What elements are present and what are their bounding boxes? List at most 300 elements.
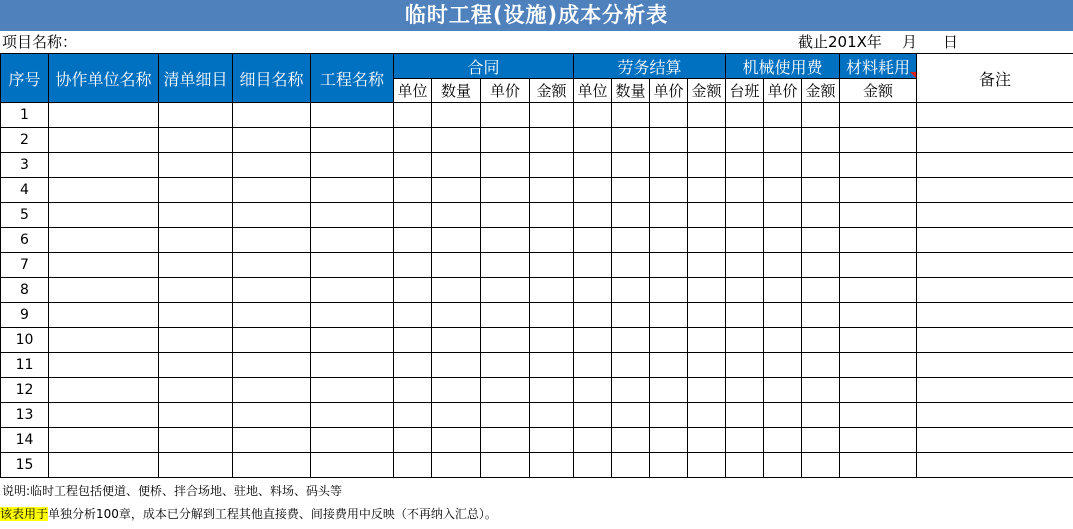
table-cell[interactable] — [481, 103, 530, 128]
table-cell[interactable] — [802, 378, 840, 403]
table-cell[interactable] — [233, 103, 311, 128]
table-cell[interactable] — [802, 303, 840, 328]
table-cell[interactable] — [726, 353, 764, 378]
table-cell[interactable] — [574, 178, 612, 203]
table-cell[interactable] — [432, 378, 481, 403]
table-cell[interactable] — [49, 178, 159, 203]
table-cell[interactable] — [802, 128, 840, 153]
table-cell[interactable] — [233, 453, 311, 478]
table-cell[interactable] — [612, 403, 650, 428]
table-cell[interactable] — [432, 303, 481, 328]
table-cell[interactable] — [612, 328, 650, 353]
day-label: 日 — [943, 33, 959, 51]
table-row — [1, 153, 1073, 178]
table-cell[interactable] — [481, 128, 530, 153]
table-cell[interactable] — [394, 353, 432, 378]
table-cell[interactable] — [49, 228, 159, 253]
table-cell[interactable] — [840, 328, 917, 353]
table-cell[interactable] — [917, 253, 1073, 278]
table-cell[interactable] — [917, 178, 1073, 203]
table-cell[interactable] — [49, 428, 159, 453]
header-partner: 协作单位名称 — [49, 54, 159, 103]
table-cell[interactable] — [159, 103, 233, 128]
table-cell[interactable] — [481, 378, 530, 403]
table-cell[interactable] — [574, 278, 612, 303]
table-cell[interactable] — [840, 378, 917, 403]
table-cell[interactable] — [917, 403, 1073, 428]
table-cell[interactable] — [612, 278, 650, 303]
info-row — [0, 31, 1073, 53]
table-cell[interactable] — [394, 403, 432, 428]
header-machine-shift: 台班 — [726, 79, 764, 103]
table-cell[interactable] — [726, 178, 764, 203]
table-cell[interactable] — [688, 228, 726, 253]
table-cell[interactable] — [802, 428, 840, 453]
table-cell[interactable] — [726, 128, 764, 153]
table-cell[interactable] — [802, 103, 840, 128]
table-cell[interactable] — [688, 328, 726, 353]
table-cell[interactable] — [574, 203, 612, 228]
header-labor-price: 单价 — [650, 79, 688, 103]
row-number-cell[interactable]: 4 — [1, 178, 49, 203]
month-label: 月 — [902, 33, 918, 51]
header-seq: 序号 — [1, 54, 49, 103]
table-cell[interactable] — [650, 328, 688, 353]
table-cell[interactable] — [394, 453, 432, 478]
table-cell[interactable] — [688, 103, 726, 128]
table-cell[interactable] — [432, 203, 481, 228]
row-number-cell[interactable]: 12 — [1, 378, 49, 403]
table-cell[interactable] — [650, 353, 688, 378]
table-cell[interactable] — [49, 153, 159, 178]
table-cell[interactable] — [764, 178, 802, 203]
table-row — [1, 353, 1073, 378]
table-cell[interactable] — [49, 453, 159, 478]
table-cell[interactable] — [311, 228, 394, 253]
table-cell[interactable] — [726, 278, 764, 303]
table-cell[interactable] — [432, 128, 481, 153]
table-cell[interactable] — [802, 203, 840, 228]
table-row — [1, 178, 1073, 203]
table-cell[interactable] — [688, 153, 726, 178]
table-cell[interactable] — [159, 453, 233, 478]
table-cell[interactable] — [159, 353, 233, 378]
table-cell[interactable] — [159, 403, 233, 428]
table-cell[interactable] — [688, 428, 726, 453]
table-cell[interactable] — [840, 128, 917, 153]
table-cell[interactable] — [764, 378, 802, 403]
table-cell[interactable] — [530, 278, 574, 303]
row-number-cell[interactable]: 2 — [1, 128, 49, 153]
table-cell[interactable] — [802, 353, 840, 378]
table-cell[interactable] — [530, 253, 574, 278]
table-cell[interactable] — [802, 153, 840, 178]
header-machine-price: 单价 — [764, 79, 802, 103]
row-number-cell[interactable]: 13 — [1, 403, 49, 428]
table-cell[interactable] — [481, 303, 530, 328]
table-cell[interactable] — [688, 303, 726, 328]
table-cell[interactable] — [612, 178, 650, 203]
table-cell[interactable] — [764, 278, 802, 303]
table-cell[interactable] — [612, 203, 650, 228]
table-cell[interactable] — [650, 128, 688, 153]
table-cell[interactable] — [159, 303, 233, 328]
table-cell[interactable] — [49, 278, 159, 303]
table-cell[interactable] — [159, 328, 233, 353]
table-cell[interactable] — [688, 128, 726, 153]
table-cell[interactable] — [481, 328, 530, 353]
row-number-cell[interactable]: 6 — [1, 228, 49, 253]
table-cell[interactable] — [159, 278, 233, 303]
table-cell[interactable] — [159, 378, 233, 403]
table-cell[interactable] — [311, 178, 394, 203]
table-cell[interactable] — [481, 178, 530, 203]
table-cell[interactable] — [530, 103, 574, 128]
table-cell[interactable] — [840, 353, 917, 378]
table-cell[interactable] — [574, 128, 612, 153]
header-labor: 劳务结算 — [574, 54, 726, 79]
comment-marker-icon[interactable] — [910, 72, 916, 78]
table-cell[interactable] — [481, 403, 530, 428]
row-number-cell[interactable]: 9 — [1, 303, 49, 328]
table-cell[interactable] — [530, 128, 574, 153]
table-cell[interactable] — [840, 153, 917, 178]
table-row — [1, 403, 1073, 428]
table-cell[interactable] — [802, 253, 840, 278]
table-cell[interactable] — [688, 403, 726, 428]
table-cell[interactable] — [311, 153, 394, 178]
table-cell[interactable] — [764, 328, 802, 353]
table-cell[interactable] — [764, 303, 802, 328]
table-cell[interactable] — [802, 178, 840, 203]
table-cell[interactable] — [726, 403, 764, 428]
table-cell[interactable] — [481, 453, 530, 478]
table-cell[interactable] — [159, 428, 233, 453]
row-number-cell[interactable]: 7 — [1, 253, 49, 278]
table-cell[interactable] — [394, 228, 432, 253]
table-cell[interactable] — [612, 303, 650, 328]
table-cell[interactable] — [530, 378, 574, 403]
table-cell[interactable] — [311, 453, 394, 478]
table-cell[interactable] — [650, 453, 688, 478]
table-cell[interactable] — [432, 228, 481, 253]
table-cell[interactable] — [726, 453, 764, 478]
table-cell[interactable] — [481, 228, 530, 253]
row-number-cell[interactable]: 5 — [1, 203, 49, 228]
table-cell[interactable] — [726, 228, 764, 253]
table-cell[interactable] — [726, 153, 764, 178]
sheet-title: 临时工程(设施)成本分析表 — [0, 0, 1073, 31]
table-cell[interactable] — [432, 353, 481, 378]
table-cell[interactable] — [574, 303, 612, 328]
table-cell[interactable] — [650, 278, 688, 303]
footer-highlight: 该表用于 — [0, 507, 49, 521]
table-cell[interactable] — [612, 253, 650, 278]
table-cell[interactable] — [49, 378, 159, 403]
table-cell[interactable] — [574, 228, 612, 253]
table-cell[interactable] — [917, 303, 1073, 328]
table-cell[interactable] — [917, 153, 1073, 178]
table-cell[interactable] — [481, 353, 530, 378]
table-cell[interactable] — [394, 178, 432, 203]
table-cell[interactable] — [726, 103, 764, 128]
table-cell[interactable] — [574, 253, 612, 278]
table-cell[interactable] — [481, 203, 530, 228]
table-cell[interactable] — [917, 128, 1073, 153]
table-cell[interactable] — [574, 378, 612, 403]
table-cell[interactable] — [764, 228, 802, 253]
table-cell[interactable] — [233, 328, 311, 353]
table-cell[interactable] — [311, 278, 394, 303]
table-cell[interactable] — [432, 328, 481, 353]
table-cell[interactable] — [650, 103, 688, 128]
table-cell[interactable] — [432, 103, 481, 128]
header-labor-amount: 金额 — [688, 79, 726, 103]
table-cell[interactable] — [432, 253, 481, 278]
table-cell[interactable] — [233, 353, 311, 378]
table-cell[interactable] — [233, 278, 311, 303]
table-cell[interactable] — [840, 253, 917, 278]
table-cell[interactable] — [650, 378, 688, 403]
table-cell[interactable] — [726, 328, 764, 353]
table-cell[interactable] — [49, 353, 159, 378]
table-cell[interactable] — [311, 103, 394, 128]
table-cell[interactable] — [612, 228, 650, 253]
table-cell[interactable] — [917, 278, 1073, 303]
table-cell[interactable] — [650, 303, 688, 328]
table-cell[interactable] — [840, 303, 917, 328]
table-cell[interactable] — [802, 453, 840, 478]
table-cell[interactable] — [49, 203, 159, 228]
table-cell[interactable] — [612, 453, 650, 478]
table-cell[interactable] — [917, 103, 1073, 128]
table-row — [1, 428, 1073, 453]
table-cell[interactable] — [764, 153, 802, 178]
table-row — [1, 303, 1073, 328]
table-cell[interactable] — [612, 128, 650, 153]
table-cell[interactable] — [574, 453, 612, 478]
cost-analysis-table — [0, 53, 1073, 478]
table-cell[interactable] — [726, 303, 764, 328]
table-cell[interactable] — [840, 178, 917, 203]
table-cell[interactable] — [432, 278, 481, 303]
header-contract: 合同 — [394, 54, 574, 79]
table-cell[interactable] — [481, 253, 530, 278]
table-cell[interactable] — [840, 228, 917, 253]
table-cell[interactable] — [530, 428, 574, 453]
table-cell[interactable] — [530, 453, 574, 478]
table-cell[interactable] — [840, 453, 917, 478]
table-cell[interactable] — [233, 253, 311, 278]
row-number-cell[interactable]: 8 — [1, 278, 49, 303]
table-cell[interactable] — [574, 353, 612, 378]
table-cell[interactable] — [394, 128, 432, 153]
table-cell[interactable] — [802, 328, 840, 353]
table-cell[interactable] — [574, 328, 612, 353]
table-cell[interactable] — [574, 103, 612, 128]
table-cell[interactable] — [726, 253, 764, 278]
table-cell[interactable] — [917, 453, 1073, 478]
row-number-cell[interactable]: 3 — [1, 153, 49, 178]
table-cell[interactable] — [917, 428, 1073, 453]
table-cell[interactable] — [917, 203, 1073, 228]
table-cell[interactable] — [612, 428, 650, 453]
table-cell[interactable] — [802, 278, 840, 303]
table-cell[interactable] — [840, 403, 917, 428]
table-cell[interactable] — [49, 303, 159, 328]
table-cell[interactable] — [159, 203, 233, 228]
table-cell[interactable] — [311, 128, 394, 153]
table-cell[interactable] — [233, 228, 311, 253]
table-cell[interactable] — [530, 353, 574, 378]
table-cell[interactable] — [650, 403, 688, 428]
table-cell[interactable] — [650, 178, 688, 203]
table-cell[interactable] — [311, 303, 394, 328]
table-cell[interactable] — [394, 103, 432, 128]
table-cell[interactable] — [432, 153, 481, 178]
table-cell[interactable] — [688, 203, 726, 228]
table-cell[interactable] — [159, 128, 233, 153]
table-row — [1, 278, 1073, 303]
table-cell[interactable] — [764, 403, 802, 428]
table-cell[interactable] — [530, 303, 574, 328]
table-cell[interactable] — [764, 353, 802, 378]
table-cell[interactable] — [530, 328, 574, 353]
header-labor-qty: 数量 — [612, 79, 650, 103]
table-cell[interactable] — [764, 428, 802, 453]
table-cell[interactable] — [311, 328, 394, 353]
table-cell[interactable] — [233, 403, 311, 428]
table-cell[interactable] — [917, 228, 1073, 253]
table-cell[interactable] — [394, 253, 432, 278]
table-cell[interactable] — [49, 403, 159, 428]
table-cell[interactable] — [432, 453, 481, 478]
header-material-amount: 金额 — [840, 79, 917, 103]
table-cell[interactable] — [394, 203, 432, 228]
table-cell[interactable] — [394, 428, 432, 453]
table-cell[interactable] — [311, 378, 394, 403]
table-cell[interactable] — [311, 428, 394, 453]
table-cell[interactable] — [917, 328, 1073, 353]
table-cell[interactable] — [49, 328, 159, 353]
table-cell[interactable] — [612, 353, 650, 378]
table-cell[interactable] — [650, 153, 688, 178]
table-cell[interactable] — [233, 378, 311, 403]
table-cell[interactable] — [764, 253, 802, 278]
table-cell[interactable] — [233, 303, 311, 328]
table-cell[interactable] — [311, 403, 394, 428]
table-cell[interactable] — [394, 153, 432, 178]
table-cell[interactable] — [394, 378, 432, 403]
table-cell[interactable] — [574, 428, 612, 453]
row-number-cell[interactable]: 15 — [1, 453, 49, 478]
table-cell[interactable] — [233, 428, 311, 453]
table-cell[interactable] — [530, 403, 574, 428]
table-cell[interactable] — [49, 253, 159, 278]
table-cell[interactable] — [612, 378, 650, 403]
table-cell[interactable] — [481, 153, 530, 178]
table-cell[interactable] — [233, 203, 311, 228]
table-cell[interactable] — [159, 253, 233, 278]
row-number-cell[interactable]: 1 — [1, 103, 49, 128]
table-cell[interactable] — [840, 278, 917, 303]
table-cell[interactable] — [233, 153, 311, 178]
table-cell[interactable] — [49, 128, 159, 153]
table-cell[interactable] — [802, 228, 840, 253]
table-cell[interactable] — [394, 328, 432, 353]
header-detail: 细目名称 — [233, 54, 311, 103]
table-cell[interactable] — [481, 428, 530, 453]
table-cell[interactable] — [49, 103, 159, 128]
footer-note-2-text: 单独分析100章，成本已分解到工程其他直接费、间接费用中反映（不再纳入汇总）。 — [48, 507, 497, 521]
row-number-cell[interactable]: 10 — [1, 328, 49, 353]
table-cell[interactable] — [726, 203, 764, 228]
table-cell[interactable] — [688, 278, 726, 303]
row-number-cell[interactable]: 14 — [1, 428, 49, 453]
table-cell[interactable] — [840, 428, 917, 453]
table-cell[interactable] — [394, 303, 432, 328]
table-cell[interactable] — [917, 378, 1073, 403]
table-cell[interactable] — [311, 203, 394, 228]
table-cell[interactable] — [311, 253, 394, 278]
table-cell[interactable] — [530, 203, 574, 228]
table-cell[interactable] — [233, 178, 311, 203]
table-cell[interactable] — [432, 403, 481, 428]
table-cell[interactable] — [530, 228, 574, 253]
row-number-cell[interactable]: 11 — [1, 353, 49, 378]
table-cell[interactable] — [840, 103, 917, 128]
table-cell[interactable] — [159, 153, 233, 178]
table-cell[interactable] — [574, 403, 612, 428]
table-cell[interactable] — [764, 128, 802, 153]
table-cell[interactable] — [233, 128, 311, 153]
table-cell[interactable] — [688, 353, 726, 378]
table-cell[interactable] — [530, 178, 574, 203]
table-cell[interactable] — [764, 103, 802, 128]
table-cell[interactable] — [764, 453, 802, 478]
table-cell[interactable] — [394, 278, 432, 303]
table-cell[interactable] — [159, 178, 233, 203]
table-cell[interactable] — [688, 178, 726, 203]
table-cell[interactable] — [917, 353, 1073, 378]
table-cell[interactable] — [612, 153, 650, 178]
header-material-label: 材料耗用 — [846, 57, 911, 77]
table-cell[interactable] — [481, 278, 530, 303]
table-cell[interactable] — [802, 403, 840, 428]
table-row — [1, 228, 1073, 253]
header-machine: 机械使用费 — [726, 54, 840, 79]
table-cell[interactable] — [650, 253, 688, 278]
table-cell[interactable] — [726, 378, 764, 403]
table-cell[interactable] — [574, 153, 612, 178]
table-cell[interactable] — [764, 203, 802, 228]
table-cell[interactable] — [650, 203, 688, 228]
header-contract-amount: 金额 — [530, 79, 574, 103]
table-cell[interactable] — [650, 428, 688, 453]
table-cell[interactable] — [432, 428, 481, 453]
table-cell[interactable] — [840, 203, 917, 228]
table-cell[interactable] — [688, 453, 726, 478]
table-cell[interactable] — [650, 228, 688, 253]
table-cell[interactable] — [726, 428, 764, 453]
table-cell[interactable] — [432, 178, 481, 203]
table-cell[interactable] — [688, 378, 726, 403]
table-cell[interactable] — [311, 353, 394, 378]
table-cell[interactable] — [612, 103, 650, 128]
table-cell[interactable] — [530, 153, 574, 178]
table-cell[interactable] — [159, 228, 233, 253]
table-cell[interactable] — [688, 253, 726, 278]
